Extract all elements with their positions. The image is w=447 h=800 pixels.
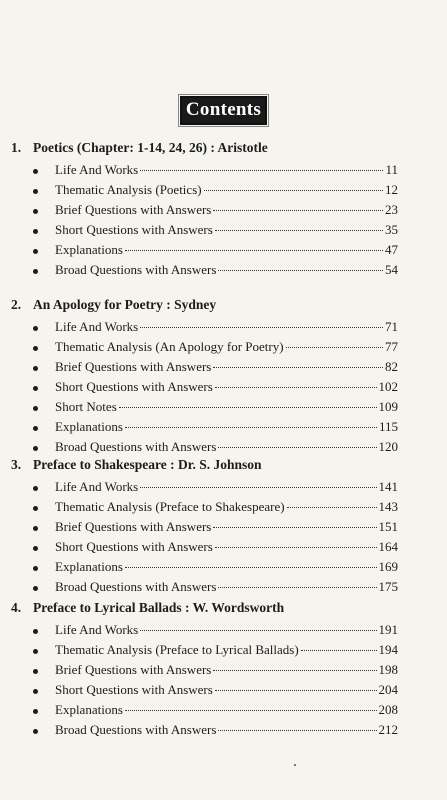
- chapter-heading: [11, 600, 284, 616]
- entry-label: Explanations: [55, 702, 123, 717]
- page-number: 212: [378, 722, 398, 737]
- entry-line: [55, 662, 398, 678]
- toc-entry[interactable]: [33, 662, 398, 682]
- entry-line: [55, 559, 398, 575]
- dot-leader: [286, 347, 383, 348]
- dot-leader: [125, 427, 377, 428]
- chapter-heading: [11, 457, 262, 473]
- dot-leader: [213, 527, 376, 528]
- toc-entry[interactable]: [33, 162, 398, 182]
- entry-line: [55, 682, 398, 698]
- bullet-icon: [33, 566, 38, 571]
- page-number: 102: [378, 379, 398, 394]
- entry-label: Life And Works: [55, 622, 139, 637]
- chapter-title: Poetics (Chapter: 1-14, 24, 26) : Aristotle: [33, 140, 268, 155]
- page-number: 175: [378, 579, 398, 594]
- page-number: 77: [385, 339, 398, 354]
- bullet-icon: [33, 346, 38, 351]
- toc-entry[interactable]: [33, 702, 398, 722]
- entry-label: Thematic Analysis (Preface to Lyrical Ballads): [55, 642, 299, 657]
- entry-line: [55, 319, 398, 335]
- entry-label: Thematic Analysis (An Apology for Poetry): [55, 339, 284, 354]
- entry-label: Brief Questions with Answers: [55, 359, 212, 374]
- title-wrap: [0, 96, 447, 125]
- entry-line: [55, 399, 398, 415]
- toc-entry[interactable]: [33, 419, 398, 439]
- bullet-icon: [33, 269, 38, 274]
- entry-line: [55, 479, 398, 495]
- entry-line: [55, 359, 398, 375]
- bullet-icon: [33, 526, 38, 531]
- entry-line: [55, 222, 398, 238]
- dot-leader: [125, 567, 377, 568]
- page-number: 120: [378, 439, 398, 454]
- chapter-number: 1.: [11, 140, 22, 155]
- entry-line: [55, 182, 398, 198]
- entry-label: Brief Questions with Answers: [55, 202, 212, 217]
- bullet-icon: [33, 629, 38, 634]
- toc-entry[interactable]: [33, 499, 398, 519]
- bullet-icon: [33, 326, 38, 331]
- toc-entry[interactable]: [33, 439, 398, 459]
- dot-leader: [140, 170, 383, 171]
- page-title: Contents: [180, 96, 267, 125]
- entry-line: [55, 539, 398, 555]
- dot-leader: [301, 650, 377, 651]
- entry-label: Thematic Analysis (Poetics): [55, 182, 202, 197]
- toc-entry[interactable]: [33, 479, 398, 499]
- page-number: 194: [378, 642, 398, 657]
- dot-leader: [140, 487, 376, 488]
- dot-leader: [125, 250, 383, 251]
- dot-leader: [218, 447, 376, 448]
- entry-label: Broad Questions with Answers: [55, 262, 217, 277]
- entry-label: Life And Works: [55, 162, 139, 177]
- dot-leader: [215, 690, 377, 691]
- entry-line: [55, 722, 398, 738]
- toc-entry[interactable]: [33, 202, 398, 222]
- dot-leader: [218, 730, 376, 731]
- page-number: 109: [378, 399, 398, 414]
- page-number: 151: [378, 519, 398, 534]
- entry-line: [55, 702, 398, 718]
- entry-label: Short Questions with Answers: [55, 682, 213, 697]
- dot-leader: [215, 230, 383, 231]
- entry-line: [55, 242, 398, 258]
- entry-line: [55, 622, 398, 638]
- dot-leader: [140, 327, 383, 328]
- page-number: 208: [378, 702, 398, 717]
- bullet-icon: [33, 586, 38, 591]
- toc-entry[interactable]: [33, 642, 398, 662]
- entry-line: [55, 162, 398, 178]
- dot-leader: [287, 507, 377, 508]
- bullet-icon: [33, 406, 38, 411]
- toc-entry[interactable]: [33, 539, 398, 559]
- page-number: 12: [385, 182, 398, 197]
- toc-entry[interactable]: [33, 399, 398, 419]
- page-number: 71: [385, 319, 398, 334]
- page-number: 54: [385, 262, 398, 277]
- chapter-title: Preface to Shakespeare : Dr. S. Johnson: [33, 457, 262, 472]
- entry-label: Explanations: [55, 242, 123, 257]
- bullet-icon: [33, 486, 38, 491]
- entry-label: Life And Works: [55, 319, 139, 334]
- entry-label: Life And Works: [55, 479, 139, 494]
- page-number: 141: [378, 479, 398, 494]
- toc-entry[interactable]: [33, 319, 398, 339]
- page-number: 164: [378, 539, 398, 554]
- entry-label: Broad Questions with Answers: [55, 722, 217, 737]
- toc-entry[interactable]: [33, 682, 398, 702]
- toc-entry[interactable]: [33, 379, 398, 399]
- dot-leader: [215, 547, 377, 548]
- toc-entry[interactable]: [33, 519, 398, 539]
- dot-leader: [213, 670, 376, 671]
- toc-entry[interactable]: [33, 622, 398, 642]
- dot-leader: [218, 270, 383, 271]
- toc-entry[interactable]: [33, 242, 398, 262]
- toc-entry[interactable]: [33, 359, 398, 379]
- page-number: 47: [385, 242, 398, 257]
- bullet-icon: [33, 386, 38, 391]
- entry-line: [55, 262, 398, 278]
- page-number: 35: [385, 222, 398, 237]
- page-number: 191: [378, 622, 398, 637]
- dot-leader: [119, 407, 377, 408]
- entry-label: Explanations: [55, 559, 123, 574]
- chapter-number: 4.: [11, 600, 22, 615]
- toc-entry[interactable]: [33, 339, 398, 359]
- entry-line: [55, 642, 398, 658]
- dot-leader: [213, 210, 383, 211]
- toc-entry[interactable]: [33, 722, 398, 742]
- entry-line: [55, 202, 398, 218]
- chapter-heading: [11, 297, 216, 313]
- dot-leader: [213, 367, 383, 368]
- bullet-icon: [33, 729, 38, 734]
- page-mark: [294, 764, 296, 766]
- entry-line: [55, 419, 398, 435]
- bullet-icon: [33, 649, 38, 654]
- dot-leader: [204, 190, 383, 191]
- dot-leader: [218, 587, 376, 588]
- toc-entry[interactable]: [33, 262, 398, 282]
- entry-line: [55, 519, 398, 535]
- entry-label: Short Notes: [55, 399, 117, 414]
- bullet-icon: [33, 689, 38, 694]
- bullet-icon: [33, 446, 38, 451]
- entry-label: Short Questions with Answers: [55, 379, 213, 394]
- bullet-icon: [33, 189, 38, 194]
- toc-entry[interactable]: [33, 222, 398, 242]
- entry-label: Brief Questions with Answers: [55, 662, 212, 677]
- bullet-icon: [33, 169, 38, 174]
- page-number: 143: [378, 499, 398, 514]
- bullet-icon: [33, 249, 38, 254]
- entry-label: Thematic Analysis (Preface to Shakespeare): [55, 499, 285, 514]
- toc-entry[interactable]: [33, 559, 398, 579]
- toc-entry[interactable]: [33, 182, 398, 202]
- dot-leader: [140, 630, 376, 631]
- chapter-title: Preface to Lyrical Ballads : W. Wordsworth: [33, 600, 285, 615]
- page-number: 115: [378, 419, 398, 434]
- chapter-title: An Apology for Poetry : Sydney: [33, 297, 217, 312]
- entry-line: [55, 379, 398, 395]
- page-number: 169: [378, 559, 398, 574]
- bullet-icon: [33, 709, 38, 714]
- entry-label: Short Questions with Answers: [55, 222, 213, 237]
- entry-line: [55, 339, 398, 355]
- chapter-number: 2.: [11, 297, 22, 312]
- bullet-icon: [33, 366, 38, 371]
- entry-label: Short Questions with Answers: [55, 539, 213, 554]
- bullet-icon: [33, 426, 38, 431]
- entry-label: Explanations: [55, 419, 123, 434]
- toc-entry[interactable]: [33, 579, 398, 599]
- entry-line: [55, 439, 398, 455]
- dot-leader: [125, 710, 377, 711]
- bullet-icon: [33, 669, 38, 674]
- bullet-icon: [33, 229, 38, 234]
- dot-leader: [215, 387, 377, 388]
- bullet-icon: [33, 506, 38, 511]
- page-number: 204: [378, 682, 398, 697]
- bullet-icon: [33, 546, 38, 551]
- page-number: 23: [385, 202, 398, 217]
- entry-line: [55, 579, 398, 595]
- bullet-icon: [33, 209, 38, 214]
- page-number: 82: [385, 359, 398, 374]
- entry-label: Broad Questions with Answers: [55, 439, 217, 454]
- entry-label: Brief Questions with Answers: [55, 519, 212, 534]
- page-number: 198: [378, 662, 398, 677]
- chapter-number: 3.: [11, 457, 22, 472]
- page-number: 11: [385, 162, 398, 177]
- entry-line: [55, 499, 398, 515]
- entry-label: Broad Questions with Answers: [55, 579, 217, 594]
- chapter-heading: [11, 140, 268, 156]
